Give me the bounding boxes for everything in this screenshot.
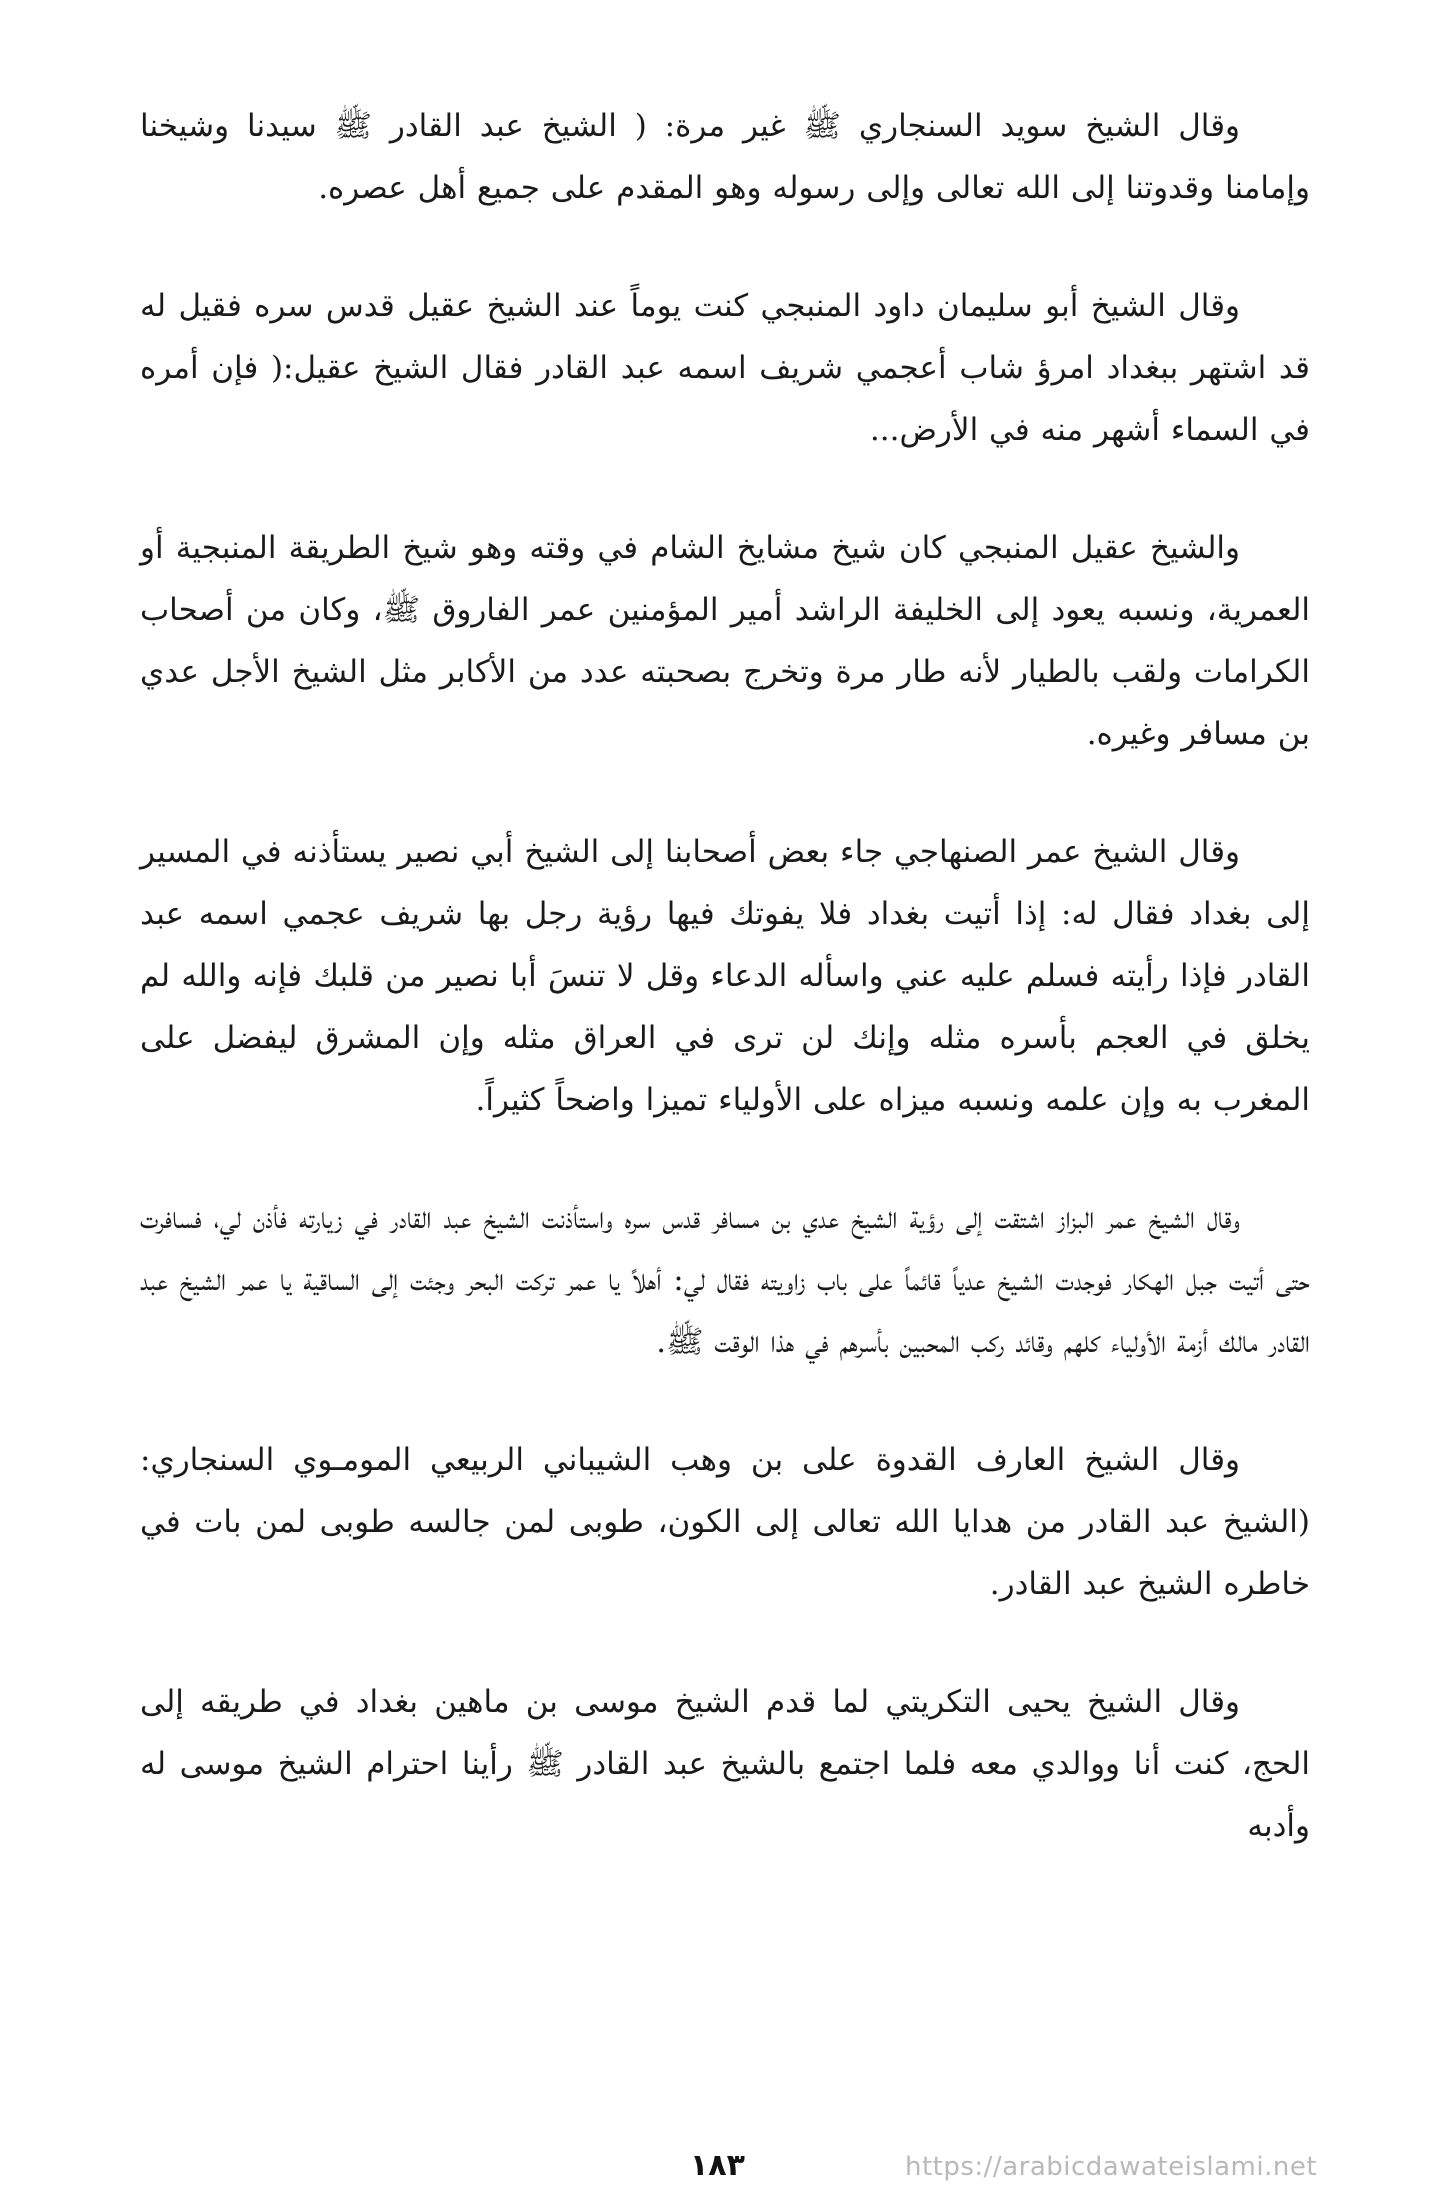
watermark-url: https://arabicdawateislami.net <box>905 2152 1318 2182</box>
paragraph: وقال الشيخ عمر الصنهاجي جاء بعض أصحابنا إلى الشيخ أبي نصير يستأذنه في المسير إلى بغداد فقال له: إذا أتيت بغداد فلا يفوتك فيها رؤية رجل بها شريف عجمي اسمه عبد القادر فإذا رأيته فسلم عليه عني واسأله الدعاء وقل لا تنسَ أبا نصير من قلبك فإنه والله لم يخلق في العجم بأسره مثله وإنك لن ترى في العراق مثله وإن المشرق ليفضل على المغرب به وإن علمه ونسبه ميزاه على الأولياء تميزا واضحاً كثيراً. <box>140 834 1310 1118</box>
paragraph: وقال الشيخ العارف القدوة على بن وهب الشيباني الربيعي المومـوي السنجاري: (الشيخ عبد القادر من هدايا الله تعالى إلى الكون، طوبى لمن جالسه طوبى لمن بات في خاطره الشيخ عبد القادر. <box>140 1442 1310 1602</box>
paragraph: وقال الشيخ أبو سليمان داود المنبجي كنت يوماً عند الشيخ عقيل قدس سره فقيل له قد اشتهر ببغداد امرؤ شاب أعجمي شريف اسمه عبد القادر فقال الشيخ عقيل:( فإن أمره في السماء أشهر منه في الأرض... <box>140 288 1310 448</box>
page-footer <box>0 2148 1454 2188</box>
paragraph: والشيخ عقيل المنبجي كان شيخ مشايخ الشام في وقته وهو شيخ الطريقة المنبجية أو العمرية، ونسبه يعود إلى الخليفة الراشد أمير المؤمنين عمر الفاروق ﷺ، وكان من أصحاب الكرامات ولقب بالطيار لأنه طار مرة وتخرج بصحبته عدد من الأكابر مثل الشيخ الأجل عدي بن مسافر وغيره. <box>140 530 1310 752</box>
paragraph: وقال الشيخ عمر البزاز اشتقت إلى رؤية الشيخ عدي بن مسافر قدس سره واستأذنت الشيخ عبد القادر في زيارته فأذن لي، فسافرت حتى أتيت جبل الهكار فوجدت الشيخ عدياً قائماً على باب زاويته فقال لي: أهلاً يا عمر تركت البحر وجئت إلى الساقية يا عمر الشيخ عبد القادر مالك أزمة الأولياء كلهم وقائد ركب المحبين بأسرهم في هذا الوقت ﷺ. <box>140 1200 1310 1360</box>
paragraph: وقال الشيخ يحيى التكريتي لما قدم الشيخ موسى بن ماهين بغداد في طريقه إلى الحج، كنت أنا ووالدي معه فلما اجتمع بالشيخ عبد القادر ﷺ رأينا احترام الشيخ موسى له وأدبه <box>140 1684 1311 1844</box>
document-page <box>140 95 1310 1913</box>
paragraph: وقال الشيخ سويد السنجاري ﷺ غير مرة: ( الشيخ عبد القادر ﷺ سيدنا وشيخنا وإمامنا وقدوتنا إلى الله تعالى وإلى رسوله وهو المقدم على جميع أهل عصره. <box>140 108 1310 206</box>
page-number: ١٨٣ <box>690 2148 745 2183</box>
